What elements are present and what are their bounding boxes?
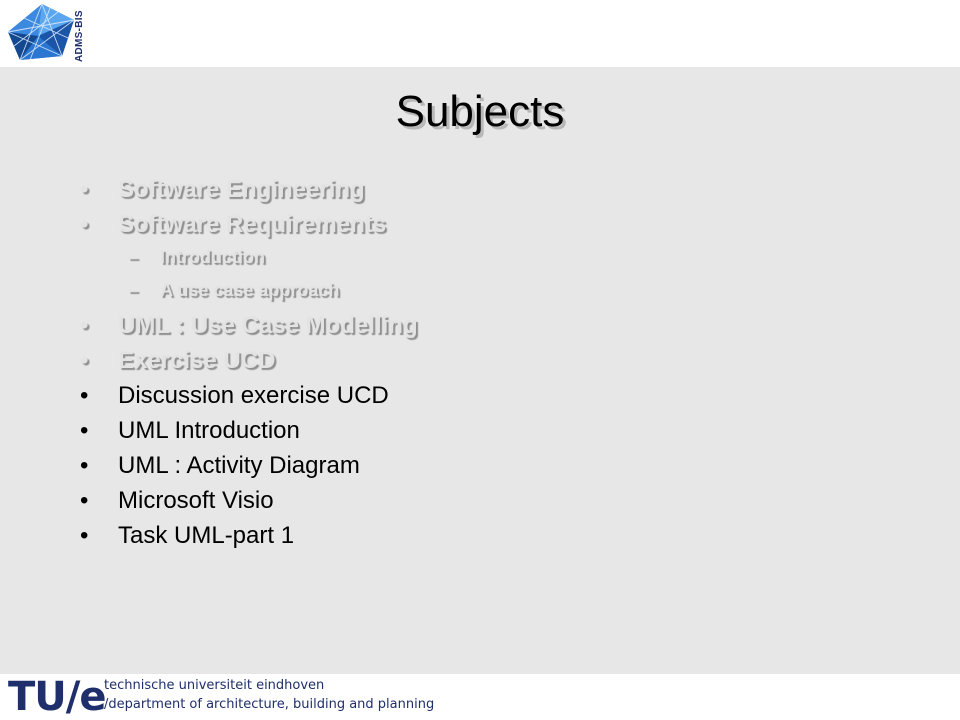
list-item (80, 451, 418, 486)
dash-icon: – (128, 280, 139, 300)
bullet-icon: • (80, 176, 89, 203)
adms-bis-logo-icon (2, 2, 80, 64)
list-item-label: UML Introduction (118, 417, 300, 444)
logo-text: ADMS-BIS (74, 10, 85, 62)
list-item (80, 521, 418, 556)
list-item (80, 381, 418, 416)
department-name: /department of architecture, building and planning (104, 697, 435, 712)
list-item (80, 416, 418, 451)
list-item-label: Software Engineering (118, 176, 365, 203)
bullet-icon: • (80, 487, 89, 514)
bullet-list (80, 175, 418, 556)
list-item (80, 486, 418, 521)
list-item (80, 311, 418, 346)
bullet-icon: • (80, 417, 89, 444)
slide-header (0, 0, 960, 67)
slide-content (0, 67, 960, 674)
dash-icon: – (128, 247, 139, 267)
slide-title: Subjects (395, 87, 565, 136)
list-item-label: Task UML-part 1 (118, 522, 295, 549)
bullet-icon: • (80, 312, 89, 339)
bullet-icon: • (80, 211, 89, 238)
list-item (80, 210, 418, 245)
list-item-label: UML : Activity Diagram (118, 452, 360, 479)
sub-list-item-label: Introduction (160, 247, 265, 267)
bullet-icon: • (80, 382, 89, 409)
list-item-label: Discussion exercise UCD (118, 382, 389, 409)
sub-list-item-label: A use case approach (160, 280, 340, 300)
list-item-label: UML : Use Case Modelling (118, 312, 418, 339)
tue-logo: TU/e (8, 674, 106, 720)
sub-list-item (80, 245, 418, 278)
list-item-label: Exercise UCD (118, 347, 276, 374)
bullet-icon: • (80, 347, 89, 374)
list-item-label: Microsoft Visio (118, 487, 274, 514)
sub-list-item (80, 278, 418, 311)
bullet-icon: • (80, 522, 89, 549)
slide-footer (0, 674, 960, 720)
list-item-label: Software Requirements (118, 211, 387, 238)
bullet-icon: • (80, 452, 89, 479)
list-item (80, 175, 418, 210)
university-name: technische universiteit eindhoven (104, 678, 325, 693)
list-item (80, 346, 418, 381)
